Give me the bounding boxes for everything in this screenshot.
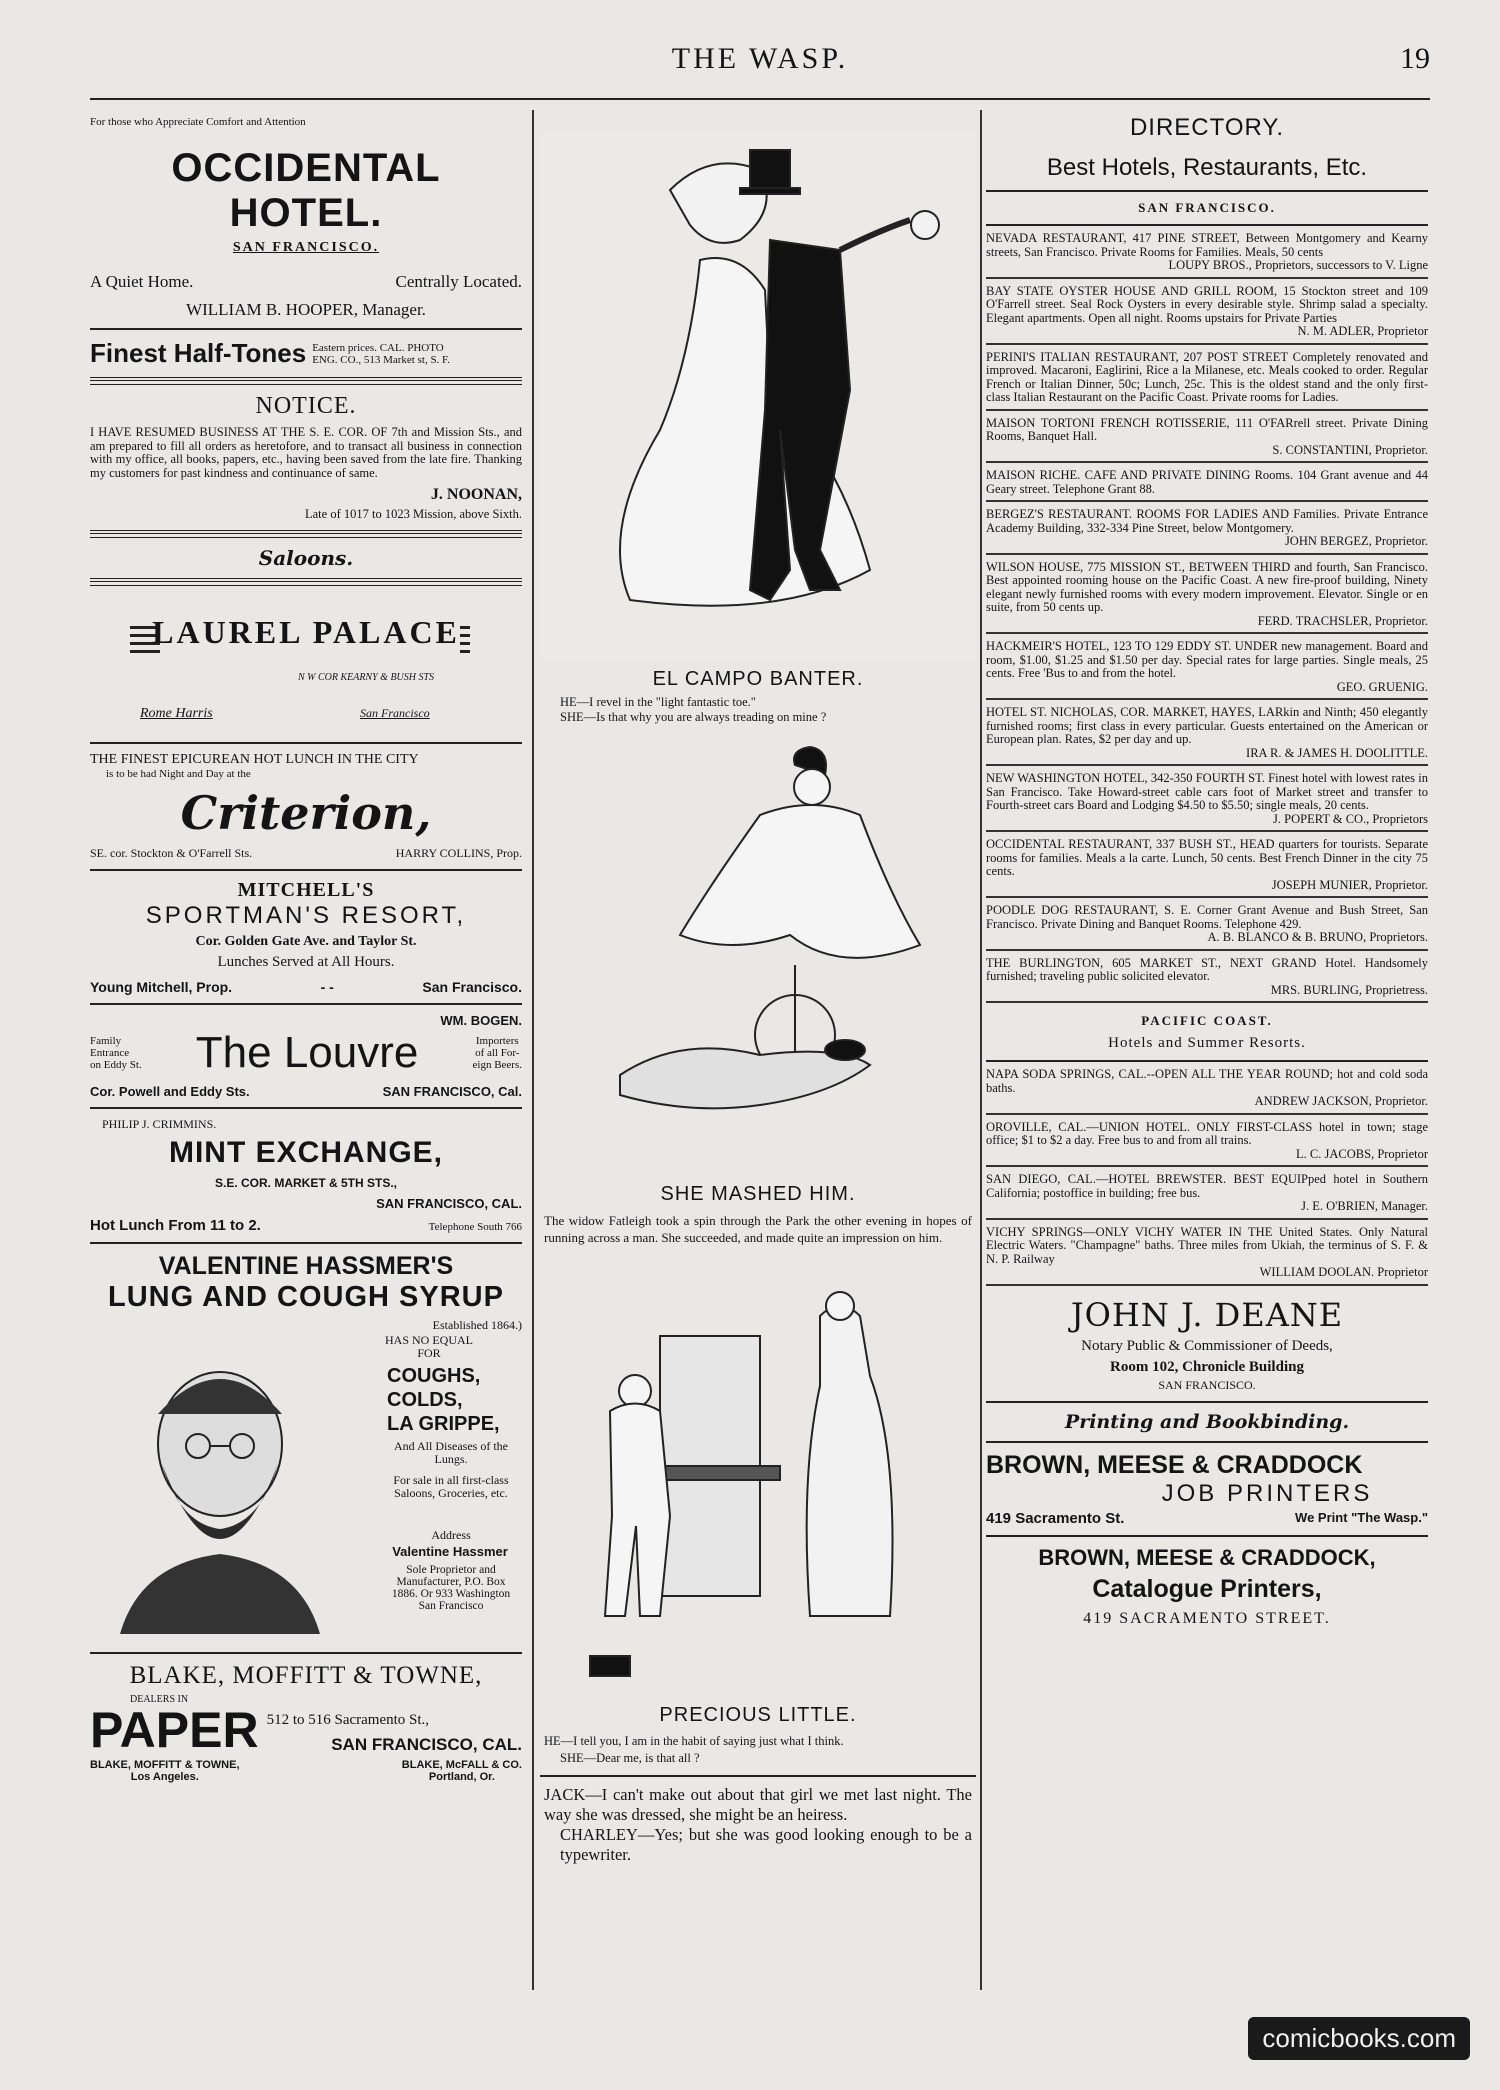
- entry-text: VICHY SPRINGS—ONLY VICHY WATER IN THE United States. Only Natural Electric Waters. "Champagne" baths. Three miles from Ukiah, the terminus of S. F. & N. P. Railway: [986, 1224, 1428, 1266]
- louvre-city: SAN FRANCISCO, Cal.: [382, 1084, 522, 1099]
- saloons-heading: Saloons.: [258, 546, 354, 570]
- directory-entry: [986, 279, 1428, 345]
- directory-entry: [986, 502, 1428, 555]
- entry-text: NAPA SODA SPRINGS, CAL.--OPEN ALL THE YEAR ROUND; hot and cold soda baths.: [986, 1067, 1428, 1095]
- syrup-diseases: And All Diseases of the Lungs.: [394, 1439, 508, 1466]
- entry-text: WILSON HOUSE, 775 MISSION ST., BETWEEN THIRD and fourth, San Francisco. Best appointed rooming house on the Pacific Coast. A new fire-proof building, Ninety elegant newly furnished rooms with every modern improvement. Elevator. Single or en suite, from 50 cents up.: [986, 559, 1428, 614]
- entry-proprietor: S. CONSTANTINI, Proprietor.: [1272, 442, 1428, 457]
- deane-room: Room 102, Chronicle Building: [1110, 1358, 1304, 1375]
- blake-portland-city: Portland, Or.: [428, 1771, 495, 1783]
- laurel-signature-left: Rome Harris: [140, 706, 213, 721]
- criterion-lead-text: THE FINEST EPICUREAN HOT LUNCH IN THE CITY: [90, 752, 419, 767]
- directory-list-sf: [986, 226, 1428, 1003]
- blake-city: SAN FRANCISCO, CAL.: [331, 1735, 522, 1754]
- deane-notary: Notary Public & Commissioner of Deeds,: [1081, 1337, 1333, 1354]
- criterion-address: SE. cor. Stockton & O'Farrell Sts.: [90, 846, 253, 860]
- blake-name: BLAKE, MOFFITT & TOWNE,: [129, 1662, 483, 1689]
- cartoon3-title: PRECIOUS LITTLE.: [659, 1704, 857, 1726]
- halftones-line1: Eastern prices. CAL. PHOTO: [312, 341, 444, 354]
- directory-entry: [986, 1167, 1428, 1220]
- brown-name: BROWN, MEESE & CRADDOCK: [986, 1450, 1363, 1479]
- halftones-line2: ENG. CO., 513 Market st, S. F.: [312, 353, 451, 366]
- louvre-left1: Family: [90, 1035, 122, 1047]
- entry-text: MAISON TORTONI FRENCH ROTISSERIE, 111 O'FARrell street. Private Dining Rooms, Banquet Hall.: [986, 415, 1428, 443]
- occidental-city: SAN FRANCISCO.: [232, 240, 380, 255]
- divider: [986, 1401, 1428, 1403]
- blake-portland-name: BLAKE, McFALL & CO.: [401, 1759, 522, 1771]
- cartoon1-she: SHE—Is that why you are always treading on mine ?: [560, 710, 827, 724]
- laurel-palace-name: LAUREL PALACE: [152, 614, 460, 650]
- printing-heading: Printing and Bookbinding.: [1064, 1410, 1350, 1433]
- divider: [540, 1775, 976, 1777]
- blake-address: [267, 1712, 522, 1755]
- entry-proprietor: WILLIAM DOOLAN. Proprietor: [1259, 1265, 1428, 1279]
- divider: [90, 328, 522, 330]
- divider: [90, 742, 522, 744]
- pacific-subheading: Hotels and Summer Resorts.: [1108, 1035, 1306, 1051]
- mitchell-footer: [90, 979, 522, 995]
- page-header: [90, 42, 1430, 92]
- brown2-address: 419 SACRAMENTO STREET.: [1083, 1609, 1331, 1627]
- notice-body: I HAVE RESUMED BUSINESS AT THE S. E. COR. OF 7th and Mission Sts., and am prepared to fill all orders as heretofore, and to transact all business in connection with my office, all books, papers, etc., having been saved from the late fire. Thanking my customers for past kindness and continuance of same.: [90, 425, 522, 480]
- louvre-left2: Entrance: [90, 1047, 130, 1059]
- portrait-of-man-icon: [100, 1354, 340, 1634]
- pacific-heading: PACIFIC COAST.: [1141, 1013, 1273, 1028]
- entry-proprietor: J. POPERT & CO., Proprietors: [1273, 811, 1428, 826]
- syrup-sale: For sale in all first-class Saloons, Groceries, etc.: [393, 1473, 509, 1500]
- entry-text: MAISON RICHE. CAFE AND PRIVATE DINING Rooms. 104 Grant avenue and 44 Geary street. Telephone Grant 88.: [986, 468, 1428, 496]
- watermark: comicbooks.com: [1248, 2017, 1470, 2060]
- entry-text: HOTEL ST. NICHOLAS, COR. MARKET, HAYES, LARkin and Ninth; 450 elegantly furnished rooms; first class in every particular. Guests entertained on the American or European plan. Rates, $2 per day and up.: [986, 705, 1428, 746]
- divider: [90, 578, 522, 586]
- syrup-address: Address: [431, 1528, 471, 1542]
- blake-branches: [90, 1759, 522, 1783]
- divider: [986, 1441, 1428, 1443]
- directory-entry: [986, 555, 1428, 635]
- dancing-couple-illustration: [540, 130, 976, 660]
- occidental-right: Centrally Located.: [395, 272, 522, 291]
- blake-street: 512 to 516 Sacramento St.,: [266, 1712, 430, 1728]
- divider: [90, 1107, 522, 1109]
- entry-proprietor: ANDREW JACKSON, Proprietor.: [1254, 1094, 1428, 1108]
- column-rule-1: [532, 110, 534, 1990]
- cartoon2-text: The widow Fatleigh took a spin through the Park the other evening in hopes of running across a man. She succeeded, and made quite an impression on him.: [544, 1213, 972, 1245]
- criterion-footer: [90, 846, 522, 861]
- mitchell-name: MITCHELL'S: [237, 879, 375, 901]
- mint-city: SAN FRANCISCO, CAL.: [376, 1196, 522, 1211]
- directory-entry: [986, 1115, 1428, 1168]
- directory-entry: [986, 345, 1428, 411]
- directory-entry: [986, 700, 1428, 766]
- directory-list-pacific: [986, 1062, 1428, 1286]
- directory-entry: [986, 832, 1428, 898]
- directory-entry: [986, 634, 1428, 700]
- criterion-sub: is to be had Night and Day at the: [106, 768, 251, 780]
- blake-dealers: DEALERS IN: [130, 1694, 189, 1705]
- brown-job: JOB PRINTERS: [1161, 1479, 1373, 1507]
- syrup-colds: COLDS,: [387, 1389, 463, 1411]
- louvre-left: [90, 1035, 142, 1071]
- deane-city: SAN FRANCISCO.: [1158, 1377, 1256, 1392]
- entry-proprietor: LOUPY BROS., Proprietors, successors to V. Ligne: [1168, 258, 1428, 272]
- occidental-manager: WILLIAM B. HOOPER, Manager.: [186, 300, 426, 319]
- entry-proprietor: A. B. BLANCO & B. BRUNO, Proprietors.: [1207, 930, 1428, 944]
- entry-proprietor: N. M. ADLER, Proprietor: [1297, 324, 1428, 338]
- brown2-name: BROWN, MEESE & CRADDOCK,: [1038, 1544, 1376, 1570]
- entry-text: HACKMEIR'S HOTEL, 123 TO 129 EDDY ST. UNDER new management. Board and room, $1.00, $1.25 and $1.50 per day. Special rates for large parties. Single meals, 25 cents. Free 'Bus to and from the hotel.: [986, 639, 1428, 680]
- entry-text: BERGEZ'S RESTAURANT. ROOMS FOR LADIES AND Families. Private Entrance Academy Building, 332-334 Pine Street, below Montgomery.: [986, 507, 1428, 535]
- jack-joke: JACK—I can't make out about that girl we met last night. The way she was dressed, she might be an heiress.: [544, 1785, 972, 1824]
- louvre-right: [473, 1035, 522, 1071]
- brown-wasp: We Print "The Wasp.": [1295, 1509, 1428, 1525]
- blake-branch-portland: [402, 1759, 522, 1783]
- header-rule: [90, 98, 1430, 100]
- divider: [90, 530, 522, 538]
- occidental-left: A Quiet Home.: [90, 272, 194, 291]
- column-directory: [986, 110, 1428, 2030]
- parlor-illustration: [540, 1256, 976, 1696]
- divider: [90, 1652, 522, 1654]
- mint-corner: S.E. COR. MARKET & 5TH STS.,: [214, 1176, 397, 1190]
- mint-lunch: Hot Lunch From 11 to 2.: [90, 1217, 261, 1234]
- directory-subheading: Best Hotels, Restaurants, Etc.: [1046, 154, 1368, 181]
- divider: [986, 1535, 1428, 1537]
- laurel-palace-address: N W COR KEARNY & BUSH STS: [297, 672, 435, 683]
- syrup-coughs: COUGHS,: [387, 1365, 481, 1387]
- entry-proprietor: JOSEPH MUNIER, Proprietor.: [1271, 877, 1428, 892]
- divider: [986, 190, 1428, 192]
- entry-proprietor: FERD. TRACHSLER, Proprietor.: [1257, 613, 1428, 628]
- newspaper-title: THE WASP.: [671, 42, 849, 75]
- divider: [90, 869, 522, 871]
- louvre-owner: WM. BOGEN.: [440, 1013, 522, 1028]
- cartoon3-she: SHE—Dear me, is that all ?: [560, 1751, 700, 1765]
- entry-text: THE BURLINGTON, 605 MARKET ST., NEXT GRAND Hotel. Handsomely furnished; traveling public solicited elevator.: [986, 955, 1428, 983]
- criterion-lead: [90, 752, 522, 768]
- laurel-signature-right: San Francisco: [360, 706, 430, 720]
- notice-name: J. NOONAN,: [430, 486, 522, 503]
- syrup-line1: VALENTINE HASSMER'S: [158, 1252, 454, 1280]
- notice-heading: NOTICE.: [255, 393, 357, 419]
- directory-sf: SAN FRANCISCO.: [1138, 200, 1276, 215]
- directory-entry: [986, 226, 1428, 279]
- laurel-palace-ad: [90, 594, 522, 734]
- entry-proprietor: MRS. BURLING, Proprietress.: [1270, 982, 1428, 997]
- syrup-ailments: [387, 1364, 500, 1436]
- syrup-signature: Valentine Hassmer: [392, 1544, 508, 1559]
- entry-proprietor: J. E. O'BRIEN, Manager.: [1301, 1199, 1428, 1213]
- halftones-details: [312, 342, 450, 366]
- column-rule-2: [980, 110, 982, 1990]
- occidental-hotel-name: OCCIDENTAL HOTEL.: [171, 146, 441, 235]
- mint-name: MINT EXCHANGE,: [168, 1136, 443, 1169]
- page-number: 19: [1400, 42, 1430, 75]
- bicycle-illustration: [540, 735, 976, 1175]
- divider: [90, 377, 522, 385]
- mitchell-prop: Young Mitchell, Prop.: [90, 979, 233, 995]
- blake-la-city: Los Angeles.: [130, 1771, 199, 1783]
- halftones-title: Finest Half-Tones: [90, 338, 307, 368]
- syrup-noequal: [374, 1334, 484, 1360]
- cartoon2-title: SHE MASHED HIM.: [660, 1183, 856, 1205]
- deane-name: JOHN J. DEANE: [1070, 1295, 1344, 1334]
- entry-text: NEVADA RESTAURANT, 417 PINE STREET, Between Montgomery and Kearny streets, San Francisco. Private Rooms for Families. Meals, 50 cents: [986, 231, 1428, 259]
- cartoon1-he: HE—I revel in the "light fantastic toe.": [560, 695, 756, 709]
- tagline: For those who Appreciate Comfort and Attention: [90, 116, 306, 128]
- mitchell-resort: SPORTMAN'S RESORT,: [145, 902, 467, 929]
- louvre-street: Cor. Powell and Eddy Sts.: [90, 1084, 250, 1099]
- syrup-grippe: LA GRIPPE,: [387, 1413, 500, 1435]
- entry-text: SAN DIEGO, CAL.—HOTEL BREWSTER. BEST EQUIPped hotel in Southern California; postoffice in building; free bus.: [986, 1172, 1428, 1200]
- directory-entry: [986, 411, 1428, 464]
- entry-text: BAY STATE OYSTER HOUSE AND GRILL ROOM, 15 Stockton street and 109 O'Farrell street. Seal Rock Oysters in every desirable style. Shrimp salad a specialty. Elegant apartments. Open all night. Rooms upstairs for Private Parties: [986, 283, 1428, 325]
- mitchell-city: San Francisco.: [422, 979, 522, 995]
- entry-text: PERINI'S ITALIAN RESTAURANT, 207 POST STREET Completely renovated and improved. Macaroni, Eaglirini, Rice a la Milanese, etc. Meals cooked to order. Regular French or Italian Dinner, 50c; Lunch, 25c. This is the oldest stand and the only first-class Italian Restaurant on the Pacific Coast. Private rooms for Ladies.: [986, 349, 1428, 404]
- blake-paper-row: [90, 1702, 522, 1758]
- louvre-right3: eign Beers.: [472, 1059, 522, 1071]
- directory-entry: [986, 1062, 1428, 1115]
- louvre-ad: [90, 1028, 522, 1078]
- mitchell-corner: Cor. Golden Gate Ave. and Taylor St.: [195, 934, 417, 949]
- criterion-prop: HARRY COLLINS, Prop.: [395, 846, 522, 860]
- entry-text: POODLE DOG RESTAURANT, S. E. Corner Grant Avenue and Bush Street, San Francisco. Private Dining and Banquet Rooms. Telephone 429.: [986, 903, 1428, 931]
- brown-address: 419 Sacramento St.: [986, 1509, 1125, 1527]
- syrup-noequal2: FOR: [417, 1346, 441, 1360]
- louvre-name: The Louvre: [195, 1028, 419, 1077]
- mitchell-dash: - -: [320, 979, 334, 995]
- entry-text: OROVILLE, CAL.—UNION HOTEL. ONLY FIRST-CLASS hotel in town; stage office; $1 to $2 a day. Free bus to and from all trains.: [986, 1119, 1428, 1147]
- syrup-ad: [90, 1314, 522, 1644]
- entry-text: NEW WASHINGTON HOTEL, 342-350 FOURTH ST. Finest hotel with lowest rates in San Francisco. Take Howard-street cable cars foot of Market street and transfer to Fourth-street cars Board and Lodging $4.50 to $5.50; single meals, 20 cents.: [986, 771, 1428, 812]
- syrup-noequal1: HAS NO EQUAL: [385, 1333, 473, 1347]
- brown-footer: [986, 1510, 1428, 1527]
- cartoon3-he: HE—I tell you, I am in the habit of saying just what I think.: [544, 1734, 844, 1748]
- louvre-left3: on Eddy St.: [90, 1059, 142, 1071]
- entry-proprietor: IRA R. & JAMES H. DOOLITTLE.: [1246, 745, 1428, 760]
- mint-owner: PHILIP J. CRIMMINS.: [102, 1117, 217, 1131]
- divider: [90, 1003, 522, 1005]
- louvre-right2: of all For-: [475, 1047, 520, 1059]
- mint-footer: [90, 1217, 522, 1234]
- syrup-line2: LUNG AND COUGH SYRUP: [108, 1281, 504, 1313]
- entry-proprietor: JOHN BERGEZ, Proprietor.: [1284, 534, 1428, 548]
- entry-proprietor: L. C. JACOBS, Proprietor: [1296, 1146, 1428, 1161]
- brown2-catalogue: Catalogue Printers,: [1092, 1574, 1322, 1603]
- occidental-taglines: [90, 272, 522, 292]
- cartoon1-title: EL CAMPO BANTER.: [652, 668, 864, 690]
- syrup-established: Established 1864.): [432, 1318, 522, 1332]
- directory-entry: [986, 898, 1428, 951]
- charley-joke: CHARLEY—Yes; but she was good looking enough to be a typewriter.: [560, 1825, 972, 1864]
- parlor-scene-icon: [590, 1292, 893, 1676]
- louvre-footer: [90, 1084, 522, 1099]
- directory-entry: [986, 766, 1428, 832]
- directory-entry: [986, 1220, 1428, 1286]
- column-advertisements: [90, 110, 522, 2030]
- column-cartoons: [540, 110, 976, 2030]
- entry-proprietor: GEO. GRUENIG.: [1336, 679, 1428, 694]
- cyclist-icon: [680, 747, 920, 1075]
- notice-address: Late of 1017 to 1023 Mission, above Sixth.: [305, 507, 522, 521]
- mitchell-lunch: Lunches Served at All Hours.: [217, 954, 395, 970]
- criterion-name: Criterion,: [180, 786, 432, 840]
- divider: [90, 1242, 522, 1244]
- directory-entry: [986, 463, 1428, 502]
- blake-paper: PAPER: [90, 1702, 259, 1758]
- directory-heading: DIRECTORY.: [1129, 114, 1285, 141]
- blake-branch-la: [90, 1759, 240, 1783]
- halftones-ad: [90, 338, 522, 369]
- mint-phone: Telephone South 766: [428, 1221, 522, 1233]
- blake-la-name: BLAKE, MOFFITT & TOWNE,: [90, 1759, 240, 1771]
- louvre-right1: Importers: [475, 1035, 519, 1047]
- fallen-man-icon: [620, 1040, 870, 1108]
- entry-text: OCCIDENTAL RESTAURANT, 337 BUSH ST., HEAD quarters for tourists. Separate rooms for families. Meals a la carte. Lunch, 50 cents. Best French Dinner in the city 75 cents.: [986, 837, 1428, 878]
- syrup-proprietor: Sole Proprietor and Manufacturer, P.O. Box 1886. Or 933 Washington San Francisco: [391, 1564, 511, 1612]
- directory-entry: [986, 951, 1428, 1004]
